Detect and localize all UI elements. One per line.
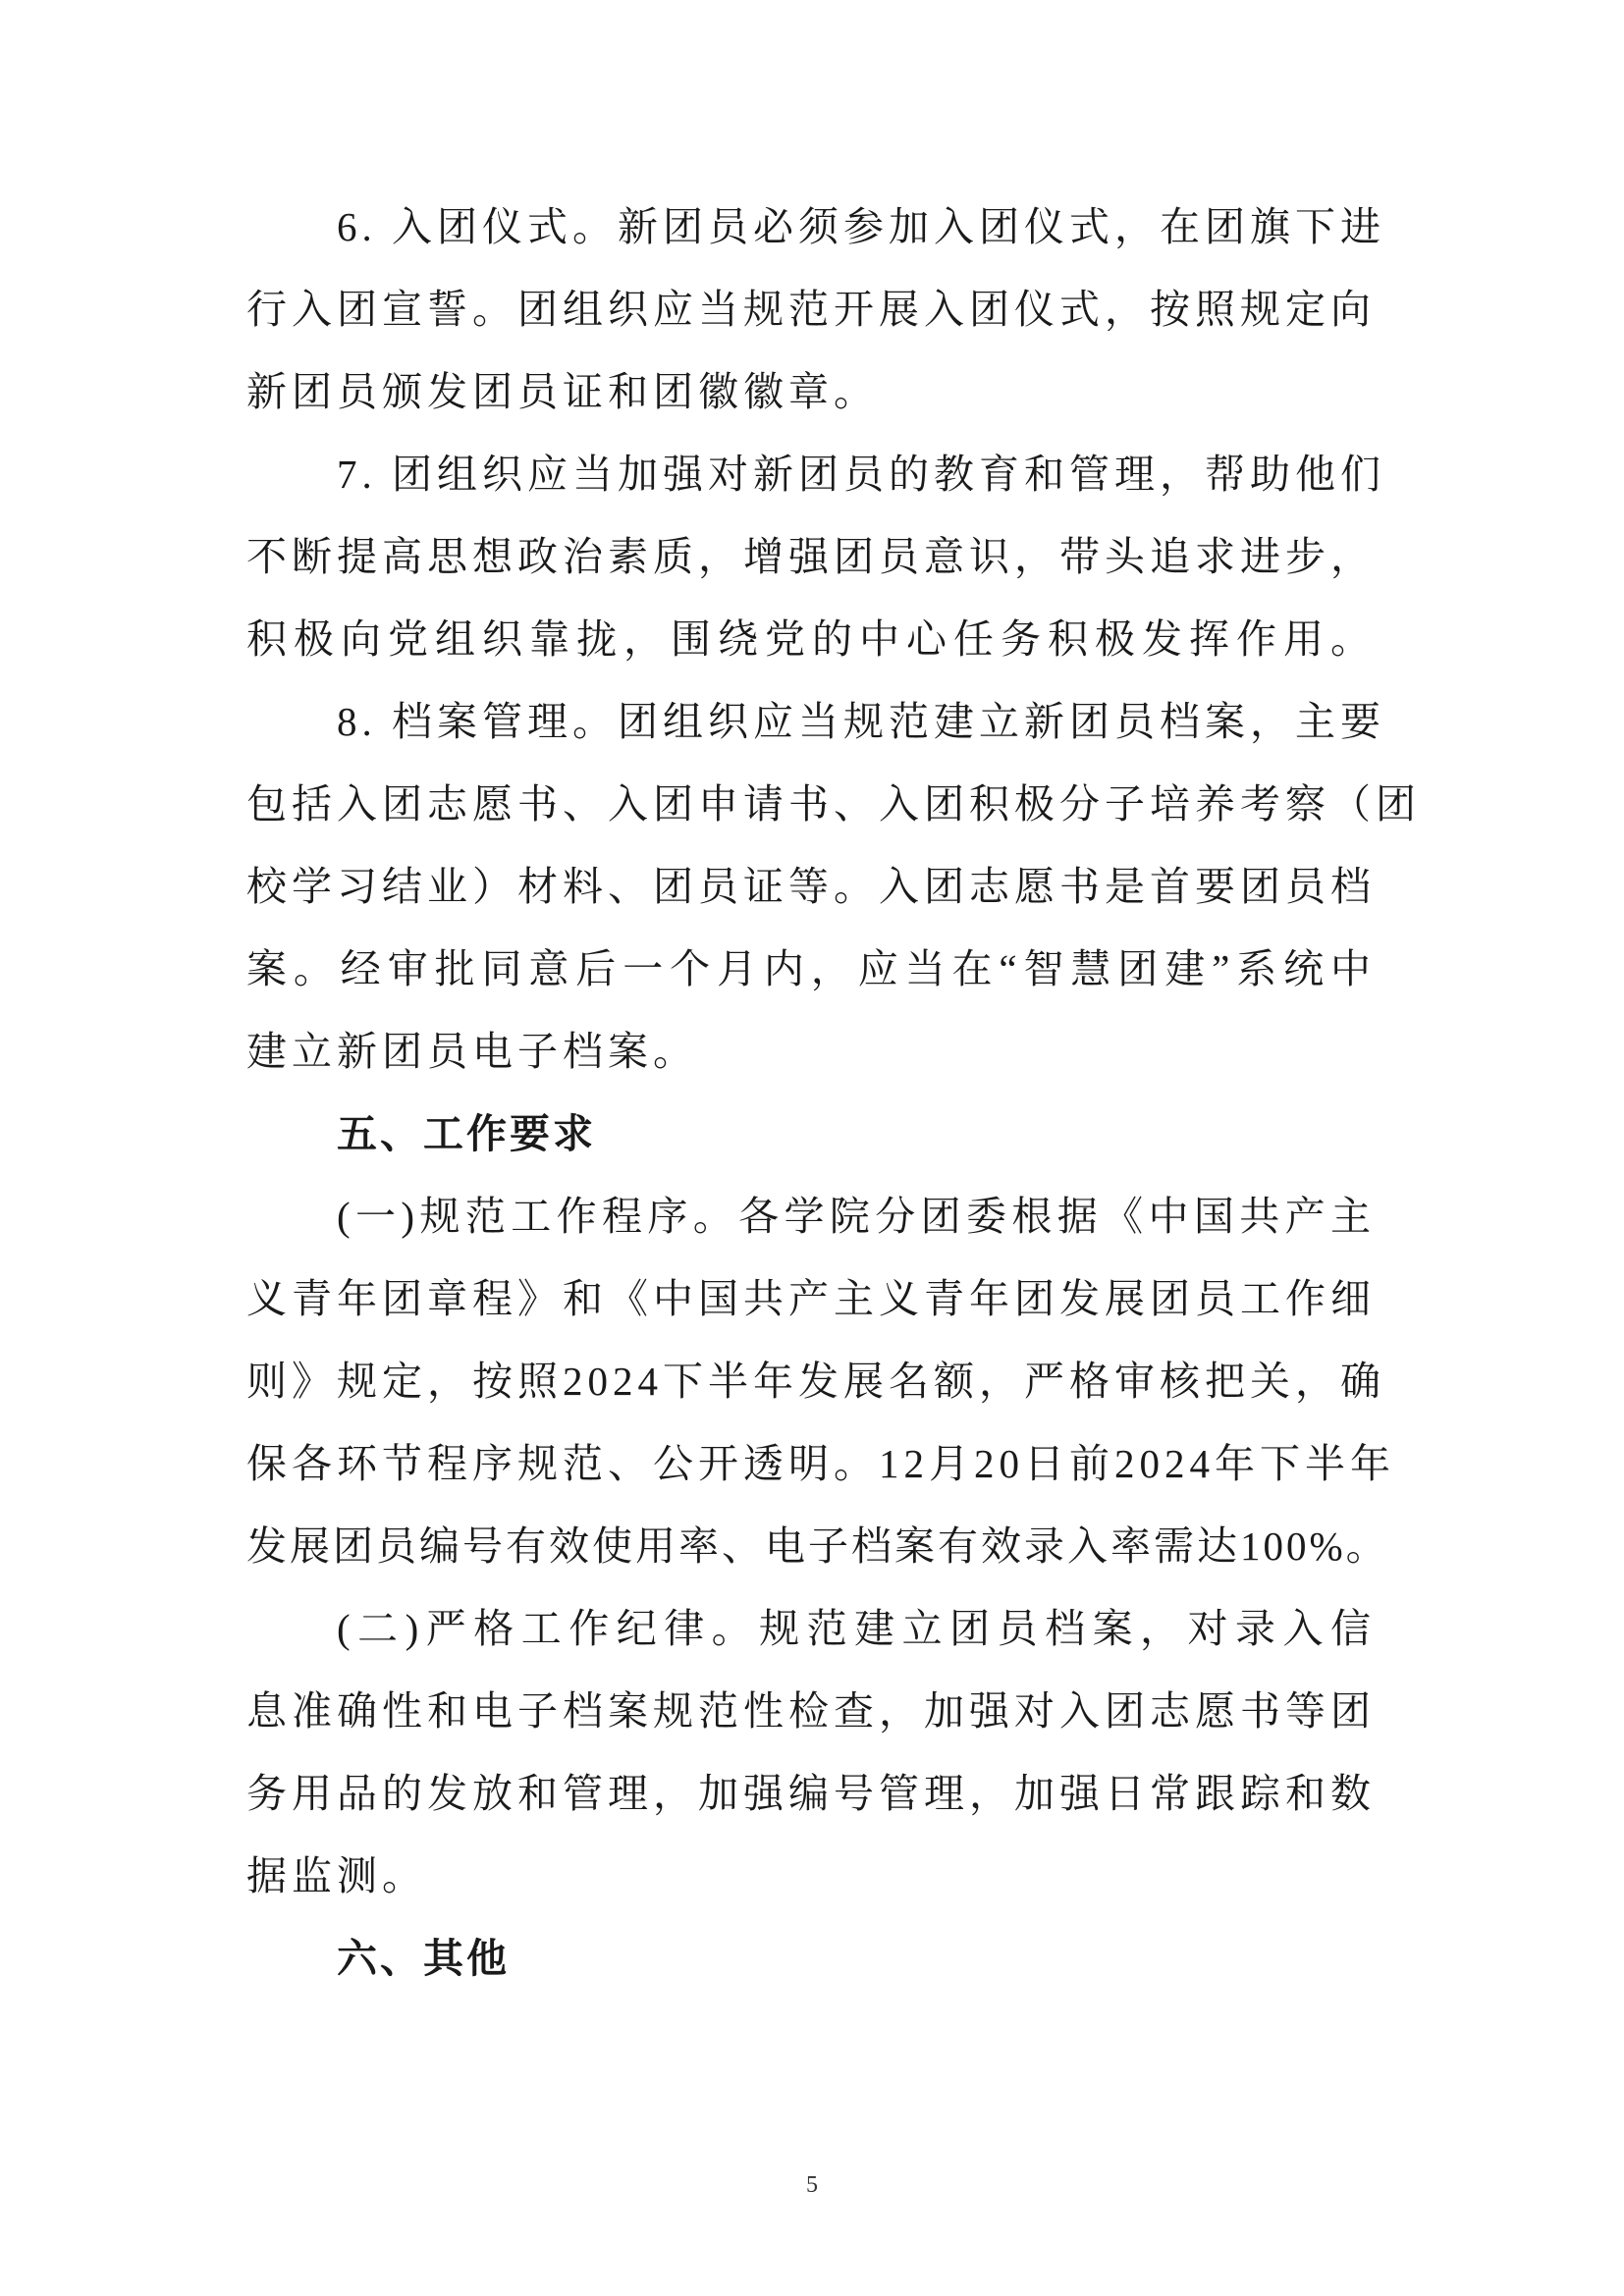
paragraph xyxy=(246,680,1421,1093)
text-line: 义青年团章程》和《中国共产主义青年团发展团员工作细 xyxy=(246,1276,1376,1321)
paragraph xyxy=(246,186,1385,433)
text-line: 息准确性和电子档案规范性检查，加强对入团志愿书等团 xyxy=(246,1688,1376,1734)
text-line: 则》规定，按照2024下半年发展名额，严格审核把关，确 xyxy=(246,1359,1385,1404)
text-line: 发展团员编号有效使用率、电子档案有效录入率需达100%。 xyxy=(246,1523,1389,1569)
text-line: 8. 档案管理。团组织应当规范建立新团员档案，主要 xyxy=(337,699,1385,744)
text-line: 不断提高思想政治素质，增强团员意识，带头追求进步， xyxy=(246,534,1376,579)
paragraph xyxy=(246,433,1385,680)
text-line: 案。经审批同意后一个月内，应当在“智慧团建”系统中 xyxy=(246,946,1376,991)
text-line: 7. 团组织应当加强对新团员的教育和管理，帮助他们 xyxy=(337,452,1385,497)
paragraph xyxy=(246,1587,1376,1917)
text-line: 新团员颁发团员证和团徽徽章。 xyxy=(246,369,879,414)
section-heading: 五、工作要求 xyxy=(337,1110,596,1157)
page-number: 5 xyxy=(806,2172,818,2198)
section-heading: 六、其他 xyxy=(337,1935,510,1982)
paragraph xyxy=(246,1175,1395,1587)
text-line: 据监测。 xyxy=(246,1853,427,1898)
text-line: 务用品的发放和管理，加强编号管理，加强日常跟踪和数 xyxy=(246,1771,1376,1816)
text-line: 包括入团志愿书、入团申请书、入团积极分子培养考察（团 xyxy=(246,781,1421,827)
text-line: 校学习结业）材料、团员证等。入团志愿书是首要团员档 xyxy=(246,864,1376,909)
text-line: 保各环节程序规范、公开透明。12月20日前2024年下半年 xyxy=(246,1441,1395,1486)
text-line: (一)规范工作程序。各学院分团委根据《中国共产主 xyxy=(337,1194,1376,1239)
text-line: (二)严格工作纪律。规范建立团员档案，对录入信 xyxy=(337,1606,1376,1651)
text-line: 行入团宣誓。团组织应当规范开展入团仪式，按照规定向 xyxy=(246,287,1376,332)
text-line: 建立新团员电子档案。 xyxy=(246,1029,698,1074)
document-body xyxy=(246,186,1421,2000)
text-line: 积极向党组织靠拢，围绕党的中心任务积极发挥作用。 xyxy=(246,616,1376,662)
text-line: 6. 入团仪式。新团员必须参加入团仪式，在团旗下进 xyxy=(337,204,1385,249)
